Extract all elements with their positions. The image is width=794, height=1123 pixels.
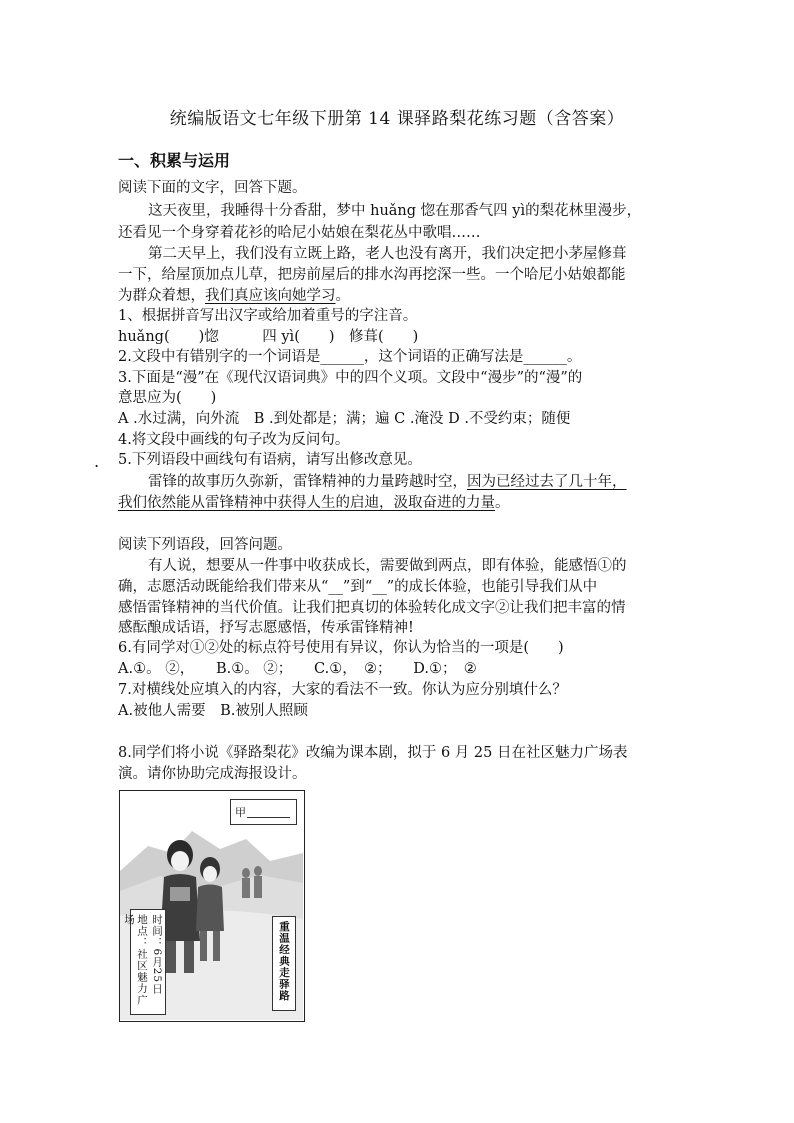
poster-jia-label: 甲 — [235, 806, 246, 819]
question-7: 7.对横线处应填入的内容，大家的看法不一致。你认为应分别填什么？ — [118, 682, 567, 698]
question-5-text — [118, 493, 510, 513]
question-4: 4.将文段中画线的句子改为反问句。 — [118, 432, 350, 448]
passage-text: 。 — [335, 288, 350, 304]
question-7-options: A.被他人需要 B.被别人照顾 — [118, 703, 308, 719]
bullet-dot: . — [94, 452, 100, 471]
underlined-sentence: 我们真应该向她学习 — [205, 288, 336, 304]
underlined-sentence: 因为已经过去了几十年， — [467, 474, 627, 490]
question-3-options: A .水过满，向外流 B .到处都是；满；遍 C .淹没 D .不受约束；随便 — [118, 411, 571, 427]
poster-title-blank — [230, 799, 297, 825]
passage1-line: 第二天早上，我们没有立既上路，老人也没有离开，我们决定把小茅屋修葺 — [148, 246, 627, 262]
question-1-blanks: huǎng( )惚 四 yì( ) 修葺( ) — [118, 329, 419, 345]
question-6: 6.有同学对①②处的标点符号使用有异议，你认为恰当的一项是( ) — [118, 640, 564, 656]
passage1-line: 还看见一个身穿着花衫的哈尼小姑娘在梨花丛中歌唱…… — [118, 225, 481, 241]
question-5-text — [148, 472, 627, 492]
poster-place: 地点：社区魅力广场 — [123, 914, 148, 1006]
question-3: 意思应为( ) — [118, 390, 217, 406]
passage1-line: 这天夜里，我睡得十分香甜，梦中 huǎng 惚在那香气四 yì的梨花林里漫步， — [148, 203, 642, 219]
poster-slogan: 重温经典走驿路 — [278, 921, 290, 1002]
passage2-intro: 阅读下列语段，回答问题。 — [118, 537, 292, 553]
passage-text: 。 — [495, 495, 510, 511]
passage2-line: 感悟雷锋精神的当代价值。让我们把真切的体验转化成文字②让我们把丰富的情 — [118, 600, 626, 616]
passage2-line: 感酝酿成话语，抒写志愿感悟，传承雷锋精神! — [118, 620, 414, 636]
question-5: 5.下列语段中画线句有语病，请写出修改意见。 — [118, 452, 422, 468]
question-1: 1、根据拼音写出汉字或给加着重号的字注音。 — [118, 308, 418, 324]
passage1-line — [118, 286, 350, 306]
poster-info-box — [123, 909, 166, 1015]
passage2-line: 有人说，想要从一件事中收获成长，需要做到两点，即有体验，能感悟①的 — [148, 558, 627, 574]
passage1-intro: 阅读下面的文字，回答下题。 — [118, 180, 307, 196]
poster-slogan-box — [272, 916, 296, 1011]
question-3: 3.下面是“漫”在《现代汉语词典》中的四个义项。文段中“漫步”的“漫”的 — [118, 370, 583, 386]
poster-image — [119, 790, 305, 1022]
section-heading: 一、积累与运用 — [118, 151, 231, 170]
passage-text: 为群众着想， — [118, 288, 205, 304]
passage1-line: 一下，给屋顶加点儿草，把房前屋后的排水沟再挖深一些。一个哈尼小姑娘都能 — [118, 267, 626, 283]
question-2: 2.文段中有错别字的一个词语是______，这个词语的正确写法是______。 — [118, 349, 582, 365]
underlined-sentence: 我们依然能从雷锋精神中获得人生的启迪，汲取奋进的力量 — [118, 495, 495, 511]
blank-line — [247, 817, 290, 818]
question-8: 8.同学们将小说《驿路梨花》改编为课本剧，拟于 6 月 25 日在社区魅力广场表 — [118, 745, 628, 761]
question-6-options: A.①。 ②， B.①。 ②； C.①， ②； D.①； ② — [118, 661, 477, 677]
passage-text: 雷锋的故事历久弥新，雷锋精神的力量跨越时空， — [148, 474, 467, 490]
question-8: 演。请你协助完成海报设计。 — [118, 766, 307, 782]
page-title: 统编版语文七年级下册第 14 课驿路梨花练习题（含答案） — [169, 109, 625, 129]
passage2-line: 确，志愿活动既能给我们带来从“__”到“__”的成长体验，也能引导我们从中 — [118, 579, 598, 595]
poster-time: 时间：6月25日 — [151, 914, 163, 995]
